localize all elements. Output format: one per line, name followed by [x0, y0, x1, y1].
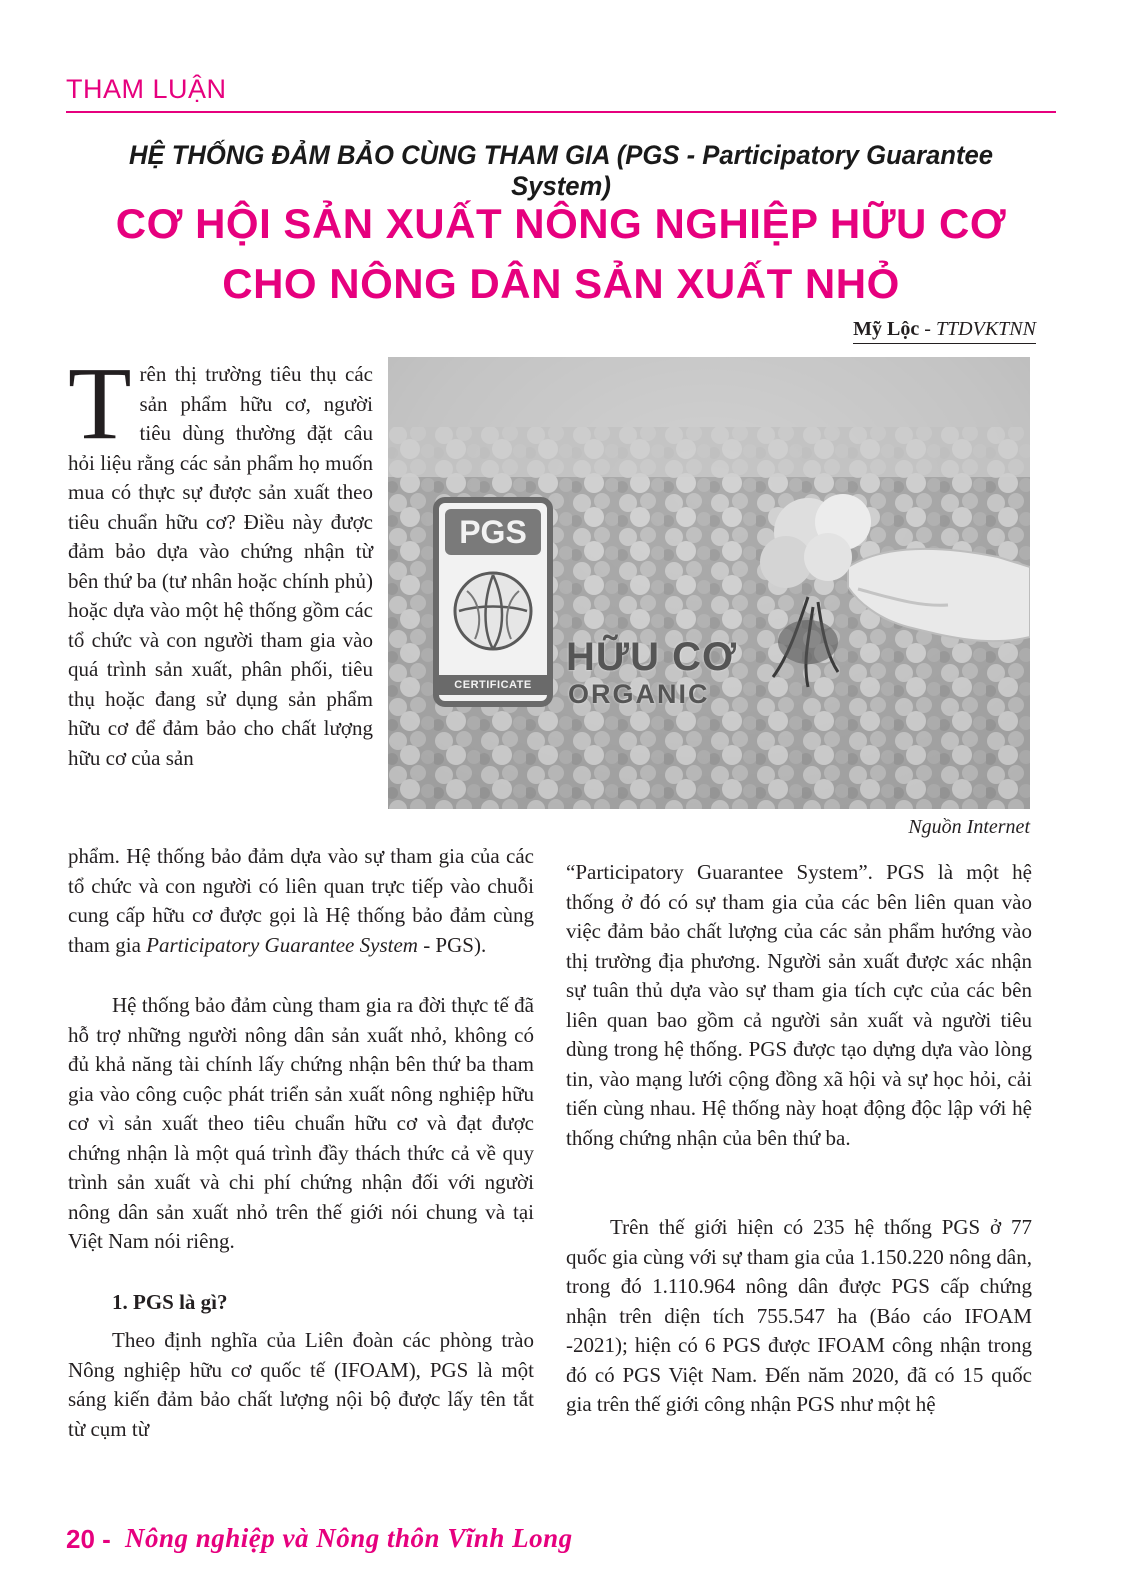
article-headline: [66, 194, 1056, 314]
byline-separator: -: [919, 318, 936, 340]
article-kicker: HỆ THỐNG ĐẢM BẢO CÙNG THAM GIA (PGS - Participatory Guarantee System): [128, 140, 994, 201]
publication-name: Nông nghiệp và Nông thôn Vĩnh Long: [125, 1523, 573, 1553]
dropcap: T: [68, 346, 132, 461]
pgs-logo-top: PGS: [445, 509, 541, 555]
paragraph-3: Theo định nghĩa của Liên đoàn các phòng trào Nông nghiệp hữu cơ quốc tế (IFOAM), PGS là một sáng kiến đảm bảo chất lượng nội bộ được lấy tên tắt từ cụm từ: [68, 1328, 534, 1441]
headline-line-2: CHO NÔNG DÂN SẢN XUẤT NHỎ: [222, 260, 900, 307]
byline: [853, 318, 1036, 344]
intro-text-end: - PGS).: [417, 932, 487, 957]
byline-org: TTDVKTNN: [935, 318, 1036, 340]
cabbage-icon: [445, 561, 541, 657]
page-number: 20 -: [66, 1524, 111, 1554]
logo-text-organic: ORGANIC: [568, 679, 710, 709]
intro-text-wide: phẩm. Hệ thống bảo đảm dựa vào sự tham gia của các tổ chức và con người có liên quan trực tiếp vào chuỗi cung cấp hữu cơ được gọi là Hệ thống bảo đảm cùng tham gia: [68, 844, 534, 957]
byline-author: Mỹ Lộc: [853, 318, 920, 340]
section-tag: THAM LUẬN: [66, 74, 227, 104]
paragraph-2: Hệ thống bảo đảm cùng tham gia ra đời thực tế đã hỗ trợ những người nông dân sản xuất nhỏ, không có đủ khả năng tài chính lấy chứng nhận bên thứ ba tham gia vào công cuộc phát triển sản xuất nông nghiệp hữu cơ vì sản xuất theo tiêu chuẩn hữu cơ và đạt được chứng nhận là một quá trình đầy thách thức cả về quy trình sản xuất và chi phí chứng nhận đối với người nông dân sản xuất nhỏ trên thế giới nói chung và tại Việt Nam nói riêng.: [68, 993, 534, 1253]
intro-paragraph-narrow: [68, 346, 373, 773]
pgs-logo: [433, 497, 553, 707]
intro-paragraph-wide: [68, 842, 534, 960]
intro-text-italic: Participatory Guarantee System: [146, 932, 418, 957]
photo-caption: Nguồn Internet: [908, 816, 1030, 838]
intro-text-narrow: rên thị trường tiêu thụ các sản phẩm hữu cơ, người tiêu dùng thường đặt câu hỏi liệu rằng các sản phẩm họ muốn mua có thực sự được sản xuất theo tiêu chuẩn hữu cơ? Điều này được đảm bảo dựa vào chứng nhận từ bên thứ ba (tư nhân hoặc chính phủ) hoặc dựa vào một hệ thống gồm các tổ chức và con người tham gia vào quá trình sản xuất, phân phối, tiêu thụ hoặc đang sử dụng sản phẩm hữu cơ để đảm bảo cho chất lượng hữu cơ của sản: [68, 362, 373, 770]
header-rule: [66, 111, 1056, 113]
right-paragraph-2: Trên thế giới hiện có 235 hệ thống PGS ở 77 quốc gia cùng với sự tham gia của 1.150.220 nông dân, trong đó 1.110.964 nông dân được PGS cấp chứng nhận trên diện tích 755.547 ha (Báo cáo IFOAM -2021); hiện có 6 PGS được IFOAM công nhận trong đó có PGS Việt Nam. Đến năm 2020, đã có 15 quốc gia trên thế giới công nhận PGS như một hệ: [566, 1215, 1032, 1416]
logo-text-huu-co: HỮU CƠ: [566, 635, 738, 679]
right-paragraph-1: “Participatory Guarantee System”. PGS là một hệ thống ở đó có sự tham gia của các bên liên quan vào việc đảm bảo chất lượng của các sản phẩm hướng vào thị trường địa phương. Người sản xuất được xác nhận sự tuân thủ dựa vào sự tham gia tích cực của các bên liên quan bao gồm cả người sản xuất và người tiêu dùng trong hệ thống. PGS được tạo dựng dựa vào lòng tin, vào mạng lưới cộng đồng xã hội và sự học hỏi, cải tiến cùng nhau. Hệ thống này hoạt động độc lập với hệ thống chứng nhận của bên thứ ba.: [566, 860, 1032, 1150]
article-photo: [388, 357, 1030, 809]
headline-line-1: CƠ HỘI SẢN XUẤT NÔNG NGHIỆP HỮU CƠ: [115, 200, 1007, 247]
pgs-logo-band: CERTIFICATE: [439, 675, 547, 695]
section-heading-1: 1. PGS là gì?: [112, 1290, 228, 1314]
